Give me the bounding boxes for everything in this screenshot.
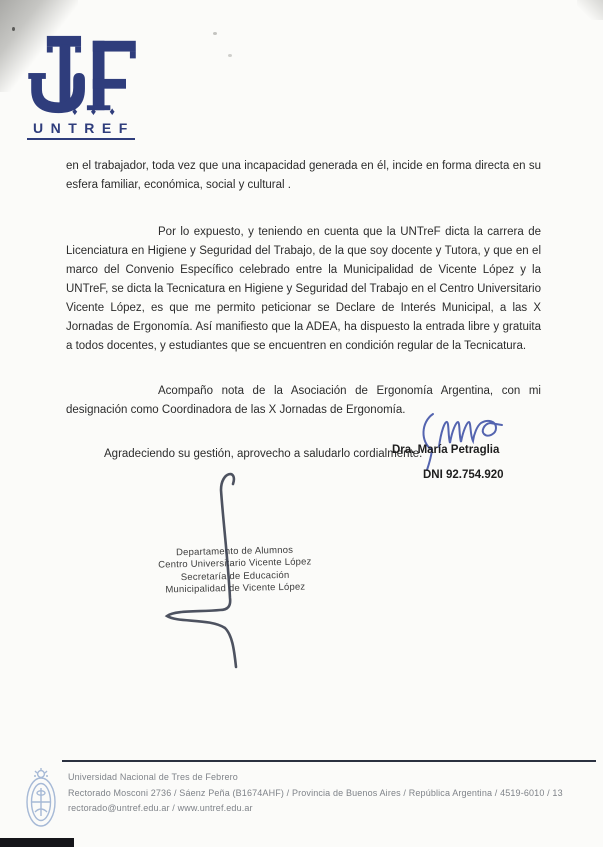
- scan-speck: [228, 54, 232, 57]
- letter-paragraph: Acompaño nota de la Asociación de Ergonomía Argentina, con mi designación como Coordinadora de las X Jornadas de Ergonomía.: [66, 385, 541, 416]
- argentina-coat-of-arms-icon: [24, 766, 58, 832]
- footer-university-name: Universidad Nacional de Tres de Febrero: [68, 772, 238, 782]
- footer-address-block: [68, 770, 588, 817]
- stamp-line: Municipalidad de Vicente López: [165, 581, 306, 596]
- handwritten-signature-icon: [418, 406, 518, 472]
- footer-contact-line: rectorado@untref.edu.ar / www.untref.edu.ar: [68, 803, 253, 813]
- footer-divider: [62, 760, 596, 762]
- scan-speck: [213, 32, 217, 35]
- stamp-line: Secretaría de Educación: [180, 569, 290, 583]
- stamp-line: Centro Universitario Vicente López: [158, 556, 312, 571]
- footer-address-line: Rectorado Mosconi 2736 / Sáenz Peña (B1674AHF) / Provincia de Buenos Aires / República Argentina / 4519-6010 / 13: [68, 787, 563, 798]
- letter-paragraph: Agradeciendo su gestión, aprovecho a saludarlo cordialmente.: [104, 448, 423, 460]
- pen-flourish-icon: [150, 455, 270, 680]
- signer-name: Dra. María Petraglia: [392, 444, 500, 456]
- letter-paragraph: Por lo expuesto, y teniendo en cuenta que la UNTreF dicta la carrera de Licenciatura en Higiene y Seguridad del Trabajo, de la que soy docente y Tutora, y que en el marco del Convenio Específico celebrado entre la Municipalidad de Vicente López y la UNTreF, se dicta la Tecnicatura en Higiene y Seguridad del Trabajo en el Centro Universitario Vicente López, es que me permito peticionar se Declare de Interés Municipal, a las X Jornadas de Ergonomía. Así manifiesto que la ADEA, ha dispuesto la entrada libre y gratuita a todos docentes, y estudiantes que se encuentren en condición regular de la Tecnicatura.: [66, 226, 541, 352]
- scan-corner-shadow: [577, 0, 603, 20]
- stamp-line: Departamento de Alumnos: [175, 544, 294, 559]
- scan-edge-strip: [0, 838, 74, 847]
- logo-wordmark: UNTREF: [27, 120, 135, 140]
- logo-diamonds: ♦ ♦ ♦: [72, 106, 120, 118]
- letter-paragraph: en el trabajador, toda vez que una incapacidad generada en él, incide en forma directa en su esfera familiar, económica, social y cultural .: [66, 160, 541, 191]
- signer-dni: DNI 92.754.920: [423, 469, 504, 481]
- untref-logo: [28, 32, 148, 136]
- scan-speck: [12, 27, 15, 31]
